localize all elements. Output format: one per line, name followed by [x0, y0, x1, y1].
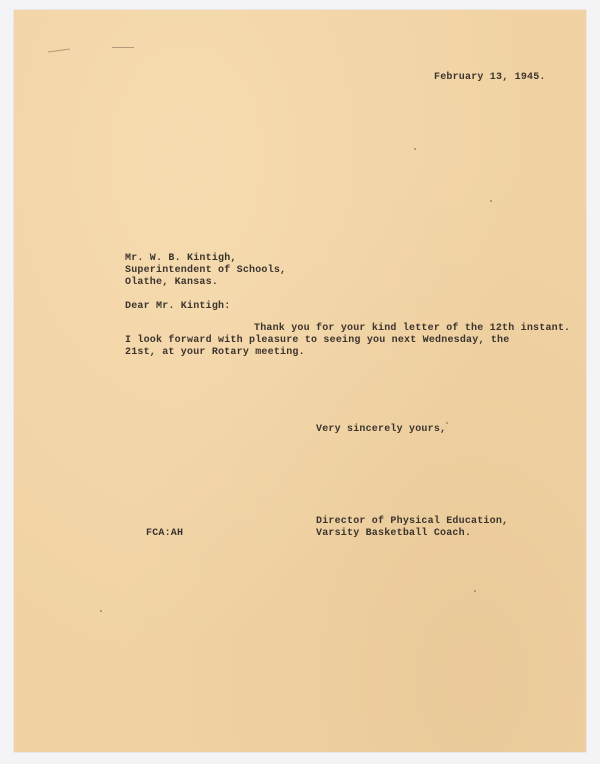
paper-mark: [112, 47, 134, 48]
paper-speck: [414, 148, 416, 150]
reference-initials: FCA:AH: [146, 528, 184, 539]
salutation: Dear Mr. Kintigh:: [125, 301, 231, 312]
signature-title-line-1: Director of Physical Education,: [316, 516, 509, 527]
recipient-name: Mr. W. B. Kintigh,: [125, 253, 237, 264]
letter-page: [14, 10, 586, 752]
signature-title-line-2: Varsity Basketball Coach.: [316, 528, 472, 539]
body-line-2: I look forward with pleasure to seeing you next Wednesday, the: [125, 335, 510, 346]
paper-mark: [48, 48, 70, 52]
letter-date: February 13, 1945.: [434, 72, 546, 83]
closing: Very sincerely yours,: [316, 424, 447, 435]
paper-speck: [474, 590, 476, 592]
paper-speck: [490, 200, 492, 202]
paper-speck: [100, 610, 102, 612]
recipient-location: Olathe, Kansas.: [125, 277, 219, 288]
body-line-3: 21st, at your Rotary meeting.: [125, 347, 305, 358]
recipient-title: Superintendent of Schools,: [125, 265, 287, 276]
paper-speck: [446, 422, 448, 424]
body-line-1: Thank you for your kind letter of the 12th instant.: [254, 323, 571, 334]
